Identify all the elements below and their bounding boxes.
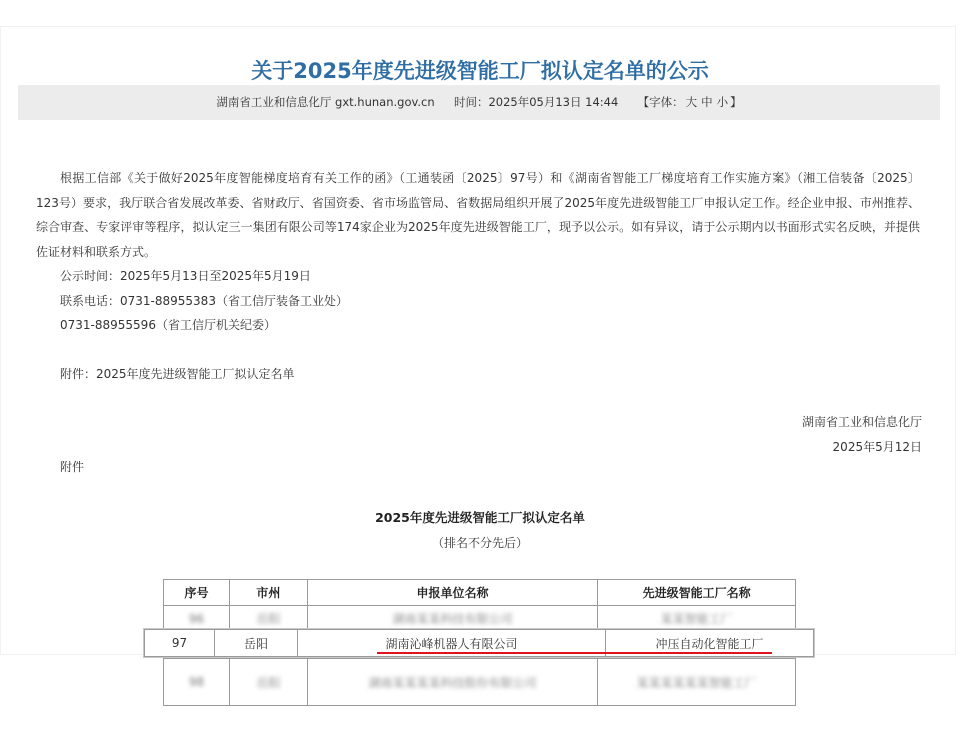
- article-body: [36, 166, 920, 386]
- attachment-link[interactable]: 附件：2025年度先进级智能工厂拟认定名单: [60, 366, 295, 381]
- font-size-medium-button[interactable]: 中: [701, 95, 713, 109]
- cell-factory: 某某某某某某智能工厂: [598, 659, 796, 706]
- table-row: [164, 659, 796, 706]
- highlight-cell-index: 97: [145, 630, 215, 656]
- column-header-factory: 先进级智能工厂名称: [598, 580, 796, 606]
- publish-time: 2025年05月13日 14:44: [488, 95, 619, 109]
- contact-phone-2: 0731-88955596（省工信厅机关纪委）: [60, 318, 276, 332]
- cell-company: 湖南某某科技有限公司: [307, 606, 598, 632]
- page-title: 关于2025年度先进级智能工厂拟认定名单的公示: [251, 59, 709, 84]
- red-underline-company: [377, 652, 605, 654]
- body-paragraph: 根据工信部《关于做好2025年度智能梯度培育有关工作的函》（工通装函〔2025〕97号）和《湖南省智能工厂梯度培育工作实施方案》（湘工信装备〔2025〕123号）要求，我厅联合省发展改革委、省财政厅、省国资委、省市场监管局、省数据局组织开展了2025年度先进级智能工厂申报认定工作。经企业申报、市州推荐、综合审查、专家评审等程序，拟认定三一集团有限公司等174家企业为2025年度先进级智能工厂，现予以公示。如有异议，请于公示期内以书面形式实名反映，并提供佐证材料和联系方式。: [36, 171, 920, 259]
- column-header-city: 市州: [229, 580, 307, 606]
- annex-subtitle: （排名不分先后）: [431, 536, 528, 550]
- article-meta-bar: [18, 85, 940, 120]
- red-underline-factory: [604, 652, 772, 654]
- highlight-cell-city: 岳阳: [215, 630, 298, 656]
- signature-date: 2025年5月12日: [832, 439, 922, 454]
- time-label: 时间：: [453, 95, 489, 109]
- font-size-close: 】: [730, 95, 742, 109]
- signature-block: [802, 410, 922, 459]
- font-size-label: 【字体：: [637, 95, 684, 109]
- signature-org: 湖南省工业和信息化厅: [801, 415, 922, 429]
- source-text: 湖南省工业和信息化厅 gxt.hunan.gov.cn: [216, 95, 435, 109]
- highlight-cell-factory: 冲压自动化智能工厂: [655, 636, 764, 651]
- column-header-company: 申报单位名称: [307, 580, 598, 606]
- table-header-row: [164, 580, 796, 606]
- column-header-index: 序号: [164, 580, 230, 606]
- publicity-period: 公示时间：2025年5月13日至2025年5月19日: [60, 269, 311, 283]
- cell-city: 岳阳: [229, 606, 307, 632]
- cell-city: 岳阳: [229, 659, 307, 706]
- cell-index: 98: [164, 659, 230, 706]
- contact-phone-1: 联系电话：0731-88955383（省工信厅装备工业处）: [60, 293, 348, 308]
- annex-label: 附件: [60, 460, 85, 474]
- cell-index: 96: [164, 606, 230, 632]
- font-size-large-button[interactable]: 大: [685, 95, 698, 109]
- annex-title: 2025年度先进级智能工厂拟认定名单: [375, 510, 585, 525]
- table-row: [164, 606, 796, 632]
- highlight-cell-company: 湖南沁峰机器人有限公司: [298, 630, 606, 656]
- font-size-small-button[interactable]: 小: [716, 95, 729, 109]
- cell-factory: 某某智能工厂: [598, 606, 796, 632]
- cell-company: 湖南某某某某科技股份有限公司: [307, 659, 598, 706]
